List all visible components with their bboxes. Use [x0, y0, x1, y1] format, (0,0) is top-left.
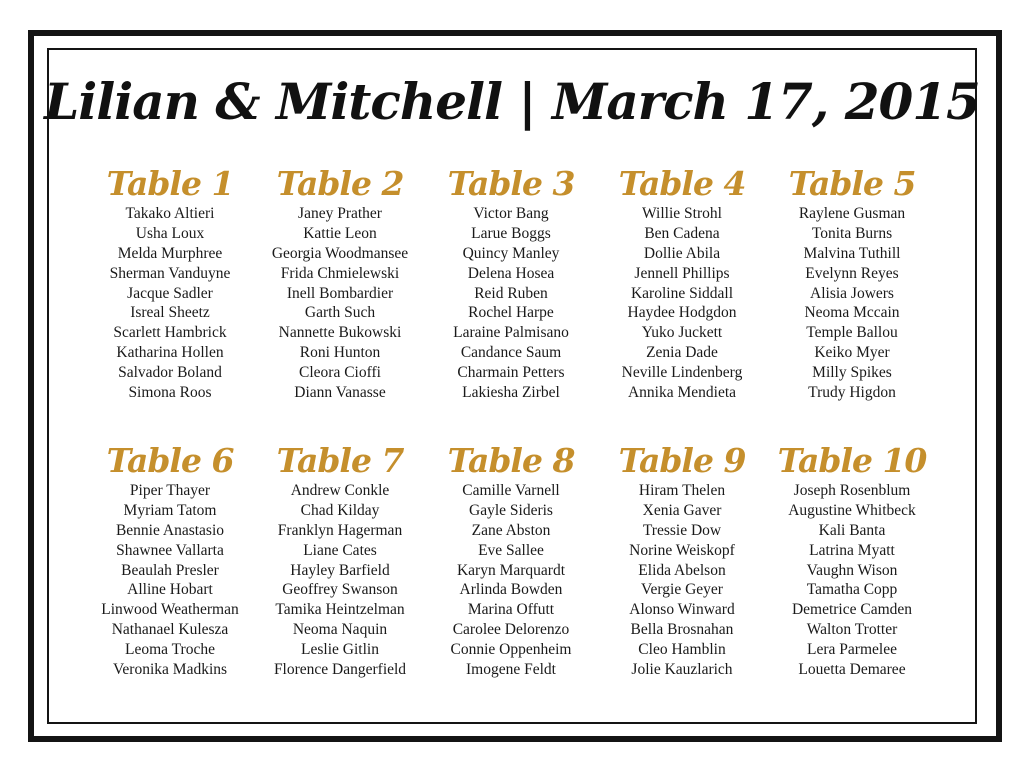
guest-name: Zenia Dade	[646, 344, 718, 362]
guest-name: Vergie Geyer	[641, 581, 723, 599]
table-block	[767, 164, 937, 403]
guest-name: Bella Brosnahan	[630, 621, 734, 639]
table-heading: Table 4	[618, 164, 746, 203]
table-heading: Table 8	[447, 441, 575, 480]
guest-name: Nannette Bukowski	[278, 324, 402, 342]
guest-list	[767, 481, 937, 680]
guest-name: Larue Boggs	[471, 224, 551, 242]
guest-name: Charmain Petters	[457, 364, 565, 382]
guest-name: Delena Hosea	[467, 264, 555, 282]
guest-name: Candance Saum	[460, 344, 562, 362]
guest-name: Neville Lindenberg	[621, 364, 743, 382]
guest-name: Rochel Harpe	[468, 304, 554, 322]
guest-list	[426, 204, 596, 403]
guest-list	[85, 204, 255, 403]
guest-name: Demetrice Camden	[791, 601, 913, 619]
table-heading: Table 9	[618, 441, 746, 480]
guest-list	[255, 204, 425, 403]
guest-name: Yuko Juckett	[641, 324, 723, 342]
table-heading: Table 2	[276, 164, 404, 203]
guest-name: Chad Kilday	[300, 501, 380, 519]
guest-list	[597, 204, 767, 403]
guest-name: Milly Spikes	[812, 364, 892, 382]
guest-name: Jennell Phillips	[634, 264, 730, 282]
guest-name: Janey Prather	[298, 205, 382, 222]
guest-name: Piper Thayer	[129, 482, 211, 499]
guest-name: Gayle Sideris	[469, 501, 553, 519]
guest-name: Laraine Palmisano	[453, 324, 569, 342]
guest-name: Tamika Heintzelman	[275, 601, 405, 619]
guest-name: Scarlett Hambrick	[113, 324, 227, 342]
guest-name: Karyn Marquardt	[456, 561, 566, 579]
table-block	[597, 441, 767, 680]
guest-name: Keiko Myer	[814, 344, 890, 362]
guest-name: Inell Bombardier	[286, 284, 394, 302]
guest-name: Neoma Mccain	[804, 304, 900, 322]
guest-name: Liane Cates	[303, 541, 377, 559]
guest-name: Zane Abston	[471, 521, 551, 539]
guest-name: Linwood Weatherman	[101, 601, 239, 619]
guest-name: Hiram Thelen	[638, 482, 726, 499]
guest-name: Andrew Conkle	[290, 482, 390, 499]
guest-name: Kali Banta	[818, 521, 886, 539]
guest-name: Salvador Boland	[118, 364, 222, 382]
table-block	[255, 441, 425, 680]
guest-name: Lakiesha Zirbel	[462, 384, 560, 402]
guest-name: Melda Murphree	[117, 244, 223, 262]
guest-name: Katharina Hollen	[116, 344, 224, 362]
guest-name: Camille Varnell	[462, 482, 560, 499]
guest-name: Trudy Higdon	[808, 384, 896, 402]
guest-name: Tressie Dow	[642, 521, 722, 539]
chart-title: Lilian & Mitchell | March 17, 2015	[44, 72, 980, 131]
guest-name: Haydee Hodgdon	[627, 304, 737, 322]
guest-name: Usha Loux	[135, 224, 205, 242]
table-heading: Table 7	[276, 441, 404, 480]
guest-name: Kattie Leon	[303, 224, 377, 242]
guest-name: Takako Altieri	[125, 205, 215, 222]
guest-name: Tamatha Copp	[806, 581, 898, 599]
guest-name: Sherman Vanduyne	[109, 264, 231, 282]
guest-name: Temple Ballou	[806, 324, 898, 342]
guest-name: Lera Parmelee	[807, 641, 897, 659]
guest-name: Joseph Rosenblum	[793, 482, 911, 499]
guest-name: Elida Abelson	[638, 561, 726, 579]
guest-name: Myriam Tatom	[123, 501, 217, 519]
guest-name: Willie Strohl	[642, 205, 722, 222]
guest-name: Raylene Gusman	[798, 205, 906, 222]
guest-name: Norine Weiskopf	[629, 541, 735, 559]
guest-list	[426, 481, 596, 680]
guest-name: Frida Chmielewski	[280, 264, 400, 282]
table-block	[597, 164, 767, 403]
guest-name: Tonita Burns	[811, 224, 893, 242]
guest-list	[85, 481, 255, 680]
guest-name: Dollie Abila	[643, 244, 721, 262]
guest-name: Geoffrey Swanson	[282, 581, 398, 599]
guest-name: Latrina Myatt	[809, 541, 895, 559]
guest-list	[597, 481, 767, 680]
guest-name: Karoline Siddall	[630, 284, 734, 302]
table-block	[85, 164, 255, 403]
guest-name: Veronika Madkins	[112, 661, 228, 679]
guest-name: Jolie Kauzlarich	[631, 661, 733, 679]
guest-list	[255, 481, 425, 680]
guest-name: Alline Hobart	[127, 581, 213, 599]
guest-name: Malvina Tuthill	[803, 244, 901, 262]
guest-name: Cleora Cioffi	[299, 364, 381, 382]
table-block	[426, 164, 596, 403]
guest-name: Alisia Jowers	[810, 284, 894, 302]
guest-name: Evelynn Reyes	[805, 264, 899, 282]
table-heading: Table 3	[447, 164, 575, 203]
guest-name: Vaughn Wison	[806, 561, 898, 579]
guest-name: Connie Oppenheim	[450, 641, 572, 659]
guest-name: Jacque Sadler	[127, 284, 213, 302]
table-heading: Table 6	[106, 441, 234, 480]
table-block	[426, 441, 596, 680]
guest-name: Annika Mendieta	[627, 384, 737, 402]
guest-name: Victor Bang	[473, 205, 549, 222]
guest-name: Beaulah Presler	[121, 561, 219, 579]
table-heading: Table 5	[788, 164, 916, 203]
guest-name: Imogene Feldt	[466, 661, 556, 679]
guest-name: Roni Hunton	[299, 344, 381, 362]
guest-list	[767, 204, 937, 403]
guest-name: Bennie Anastasio	[115, 521, 225, 539]
table-block	[85, 441, 255, 680]
guest-name: Ben Cadena	[644, 224, 720, 242]
table-heading: Table 10	[777, 441, 927, 480]
guest-name: Neoma Naquin	[292, 621, 388, 639]
guest-name: Carolee Delorenzo	[452, 621, 570, 639]
table-block	[255, 164, 425, 403]
guest-name: Reid Ruben	[474, 284, 548, 302]
guest-name: Louetta Demaree	[798, 661, 906, 679]
guest-name: Georgia Woodmansee	[271, 244, 409, 262]
guest-name: Leoma Troche	[125, 641, 215, 659]
guest-name: Leslie Gitlin	[301, 641, 379, 659]
table-heading: Table 1	[106, 164, 234, 203]
table-block	[767, 441, 937, 680]
guest-name: Alonso Winward	[629, 601, 735, 619]
guest-name: Eve Sallee	[478, 541, 544, 559]
guest-name: Xenia Gaver	[642, 501, 722, 519]
guest-name: Augustine Whitbeck	[788, 501, 916, 519]
guest-name: Franklyn Hagerman	[277, 521, 403, 539]
guest-name: Shawnee Vallarta	[116, 541, 224, 559]
guest-name: Marina Offutt	[467, 601, 555, 619]
guest-name: Simona Roos	[128, 384, 212, 402]
guest-name: Nathanael Kulesza	[111, 621, 229, 639]
guest-name: Arlinda Bowden	[459, 581, 563, 599]
guest-name: Diann Vanasse	[294, 384, 386, 402]
guest-name: Hayley Barfield	[290, 561, 390, 579]
guest-name: Quincy Manley	[462, 244, 560, 262]
guest-name: Florence Dangerfield	[273, 661, 407, 679]
guest-name: Isreal Sheetz	[130, 304, 210, 322]
guest-name: Cleo Hamblin	[638, 641, 726, 659]
guest-name: Garth Such	[304, 304, 376, 322]
guest-name: Walton Trotter	[806, 621, 898, 639]
